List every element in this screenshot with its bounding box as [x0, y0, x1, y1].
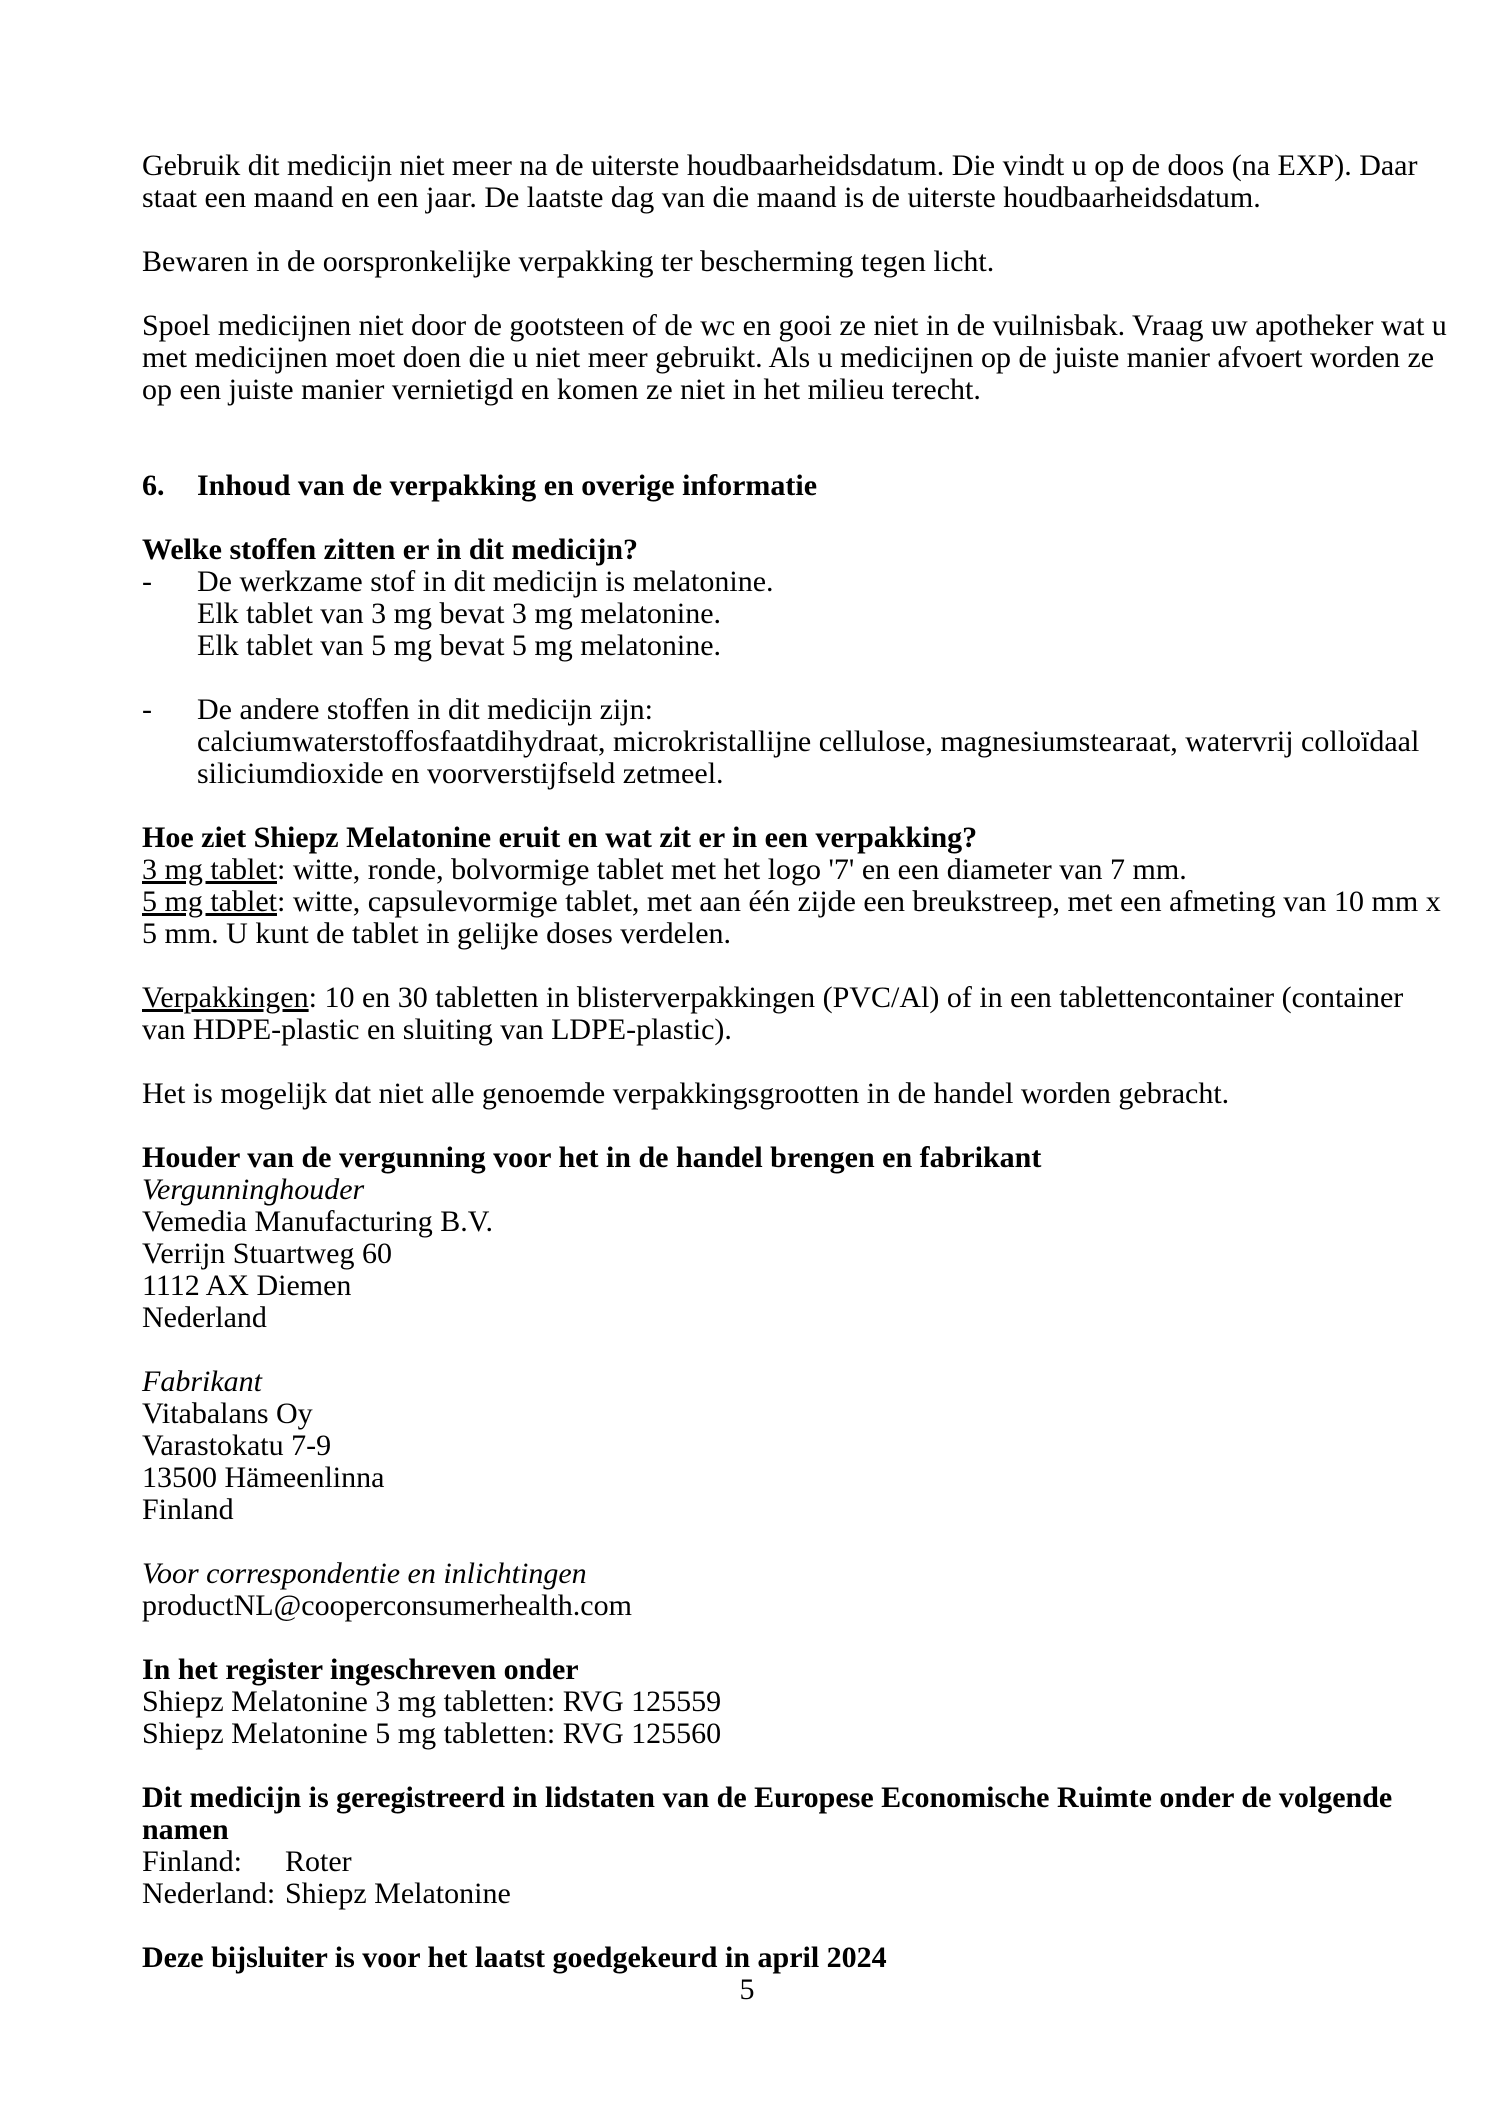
packaging-note: Het is mogelijk dat niet alle genoemde verpakkingsgrootten in de handel worden gebracht. — [142, 1077, 1230, 1110]
bullet-dash: - — [142, 565, 152, 598]
paragraph-disposal-line: Spoel medicijnen niet door de gootsteen of de wc en gooi ze niet in de vuilnisbak. Vraag uw apotheker wat u — [142, 309, 1447, 342]
mah-heading: Houder van de vergunning voor het in de handel brengen en fabrikant — [142, 1141, 1042, 1174]
spacer — [142, 214, 1352, 246]
appearance-5mg-line: 5 mm. U kunt de tablet in gelijke doses verdelen. — [142, 917, 732, 950]
spacer — [142, 950, 1352, 982]
composition-item-1-body — [197, 566, 1352, 662]
eea-heading-line: Dit medicijn is geregistreerd in lidstaten van de Europese Economische Ruimte onder de volgende — [142, 1781, 1393, 1814]
composition-item-2-body — [197, 694, 1419, 790]
paragraph-disposal-line: op een juiste manier vernietigd en komen ze niet in het milieu terecht. — [142, 373, 981, 406]
approval-statement: Deze bijsluiter is voor het laatst goedgekeurd in april 2024 — [142, 1941, 887, 1974]
eea-name: Roter — [285, 1845, 352, 1878]
spacer — [142, 1334, 1352, 1366]
packaging-label: Verpakkingen — [142, 981, 309, 1014]
spacer — [142, 1046, 1352, 1078]
eea-row — [142, 1878, 1352, 1910]
eea-country: Nederland: — [142, 1877, 276, 1910]
correspondence-email: productNL@cooperconsumerhealth.com — [142, 1589, 632, 1622]
paragraph-expiry-line: Gebruik dit medicijn niet meer na de uiterste houdbaarheidsdatum. Die vindt u op de doos (na EXP). Daar — [142, 149, 1418, 182]
bullet-dash: - — [142, 693, 152, 726]
mah-holder-line: 1112 AX Diemen — [142, 1269, 352, 1302]
composition-item-1-line: Elk tablet van 5 mg bevat 5 mg melatonine. — [197, 629, 722, 662]
paragraph-expiry-line: staat een maand en een jaar. De laatste dag van die maand is de uiterste houdbaarheidsdatum. — [142, 181, 1261, 214]
eea-row — [142, 1846, 1352, 1878]
spacer — [142, 662, 1352, 694]
spacer — [142, 1526, 1352, 1558]
appearance-5mg-label: 5 mg tablet — [142, 885, 277, 918]
appearance-3mg-line — [142, 854, 1352, 886]
composition-item-2 — [142, 693, 1420, 790]
manufacturer-line: 13500 Hämeenlinna — [142, 1461, 385, 1494]
leaflet-page-content — [142, 149, 1447, 2006]
composition-item-1-line: De werkzame stof in dit medicijn is melatonine. — [197, 565, 774, 598]
composition-item-1-line: Elk tablet van 3 mg bevat 3 mg melatonine. — [197, 597, 722, 630]
composition-item-2-line: siliciumdioxide en voorverstijfseld zetmeel. — [197, 757, 724, 790]
spacer — [142, 502, 1352, 534]
composition-heading: Welke stoffen zitten er in dit medicijn? — [142, 533, 639, 566]
register-line: Shiepz Melatonine 5 mg tabletten: RVG 125560 — [142, 1717, 722, 1750]
register-line: Shiepz Melatonine 3 mg tabletten: RVG 125559 — [142, 1685, 722, 1718]
eea-heading-line: namen — [142, 1813, 229, 1846]
spacer — [142, 1750, 1352, 1782]
mah-holder-line: Vemedia Manufacturing B.V. — [142, 1205, 494, 1238]
appearance-5mg-line — [142, 885, 1441, 918]
packaging-text: : 10 en 30 tabletten in blisterverpakkingen (PVC/Al) of in een tablettencontainer (container — [308, 981, 1404, 1014]
mah-holder-line: Nederland — [142, 1301, 267, 1334]
composition-item-1 — [142, 566, 1352, 662]
appearance-3mg-label: 3 mg tablet — [142, 853, 277, 886]
spacer — [142, 790, 1352, 822]
spacer — [142, 406, 1352, 470]
mah-holder-label: Vergunninghouder — [142, 1173, 365, 1206]
manufacturer-label: Fabrikant — [142, 1365, 262, 1398]
eea-name: Shiepz Melatonine — [285, 1877, 511, 1910]
composition-item-2-line: calciumwaterstoffosfaatdihydraat, microkristallijne cellulose, magnesiumstearaat, watervrij colloïdaal — [197, 725, 1420, 758]
packaging-line: van HDPE-plastic en sluiting van LDPE-plastic). — [142, 1013, 732, 1046]
spacer — [142, 278, 1352, 310]
packaging-line — [142, 981, 1404, 1014]
spacer — [142, 1622, 1352, 1654]
section-6-number: 6. — [142, 469, 165, 502]
appearance-5mg-text: : witte, capsulevormige tablet, met aan één zijde een breukstreep, met een afmeting van 10 mm x — [276, 885, 1441, 918]
paragraph-storage: Bewaren in de oorspronkelijke verpakking ter bescherming tegen licht. — [142, 245, 995, 278]
mah-holder-line: Verrijn Stuartweg 60 — [142, 1237, 392, 1270]
manufacturer-line: Vitabalans Oy — [142, 1397, 313, 1430]
page-number: 5 — [739, 1973, 755, 2006]
appearance-3mg-text: : witte, ronde, bolvormige tablet met het logo '7' en een diameter van 7 mm. — [276, 853, 1187, 886]
section-6-title: Inhoud van de verpakking en overige informatie — [197, 469, 818, 502]
register-heading: In het register ingeschreven onder — [142, 1653, 579, 1686]
manufacturer-line: Finland — [142, 1493, 234, 1526]
paragraph-disposal-line: met medicijnen moet doen die u niet meer gebruikt. Als u medicijnen op de juiste manier afvoert worden ze — [142, 341, 1435, 374]
manufacturer-line: Varastokatu 7-9 — [142, 1429, 332, 1462]
section-6-heading — [142, 470, 1352, 502]
composition-item-2-line: De andere stoffen in dit medicijn zijn: — [197, 693, 653, 726]
appearance-heading: Hoe ziet Shiepz Melatonine eruit en wat zit er in een verpakking? — [142, 821, 978, 854]
spacer — [142, 1110, 1352, 1142]
eea-country: Finland: — [142, 1845, 243, 1878]
correspondence-label: Voor correspondentie en inlichtingen — [142, 1557, 587, 1590]
spacer — [142, 1910, 1352, 1942]
